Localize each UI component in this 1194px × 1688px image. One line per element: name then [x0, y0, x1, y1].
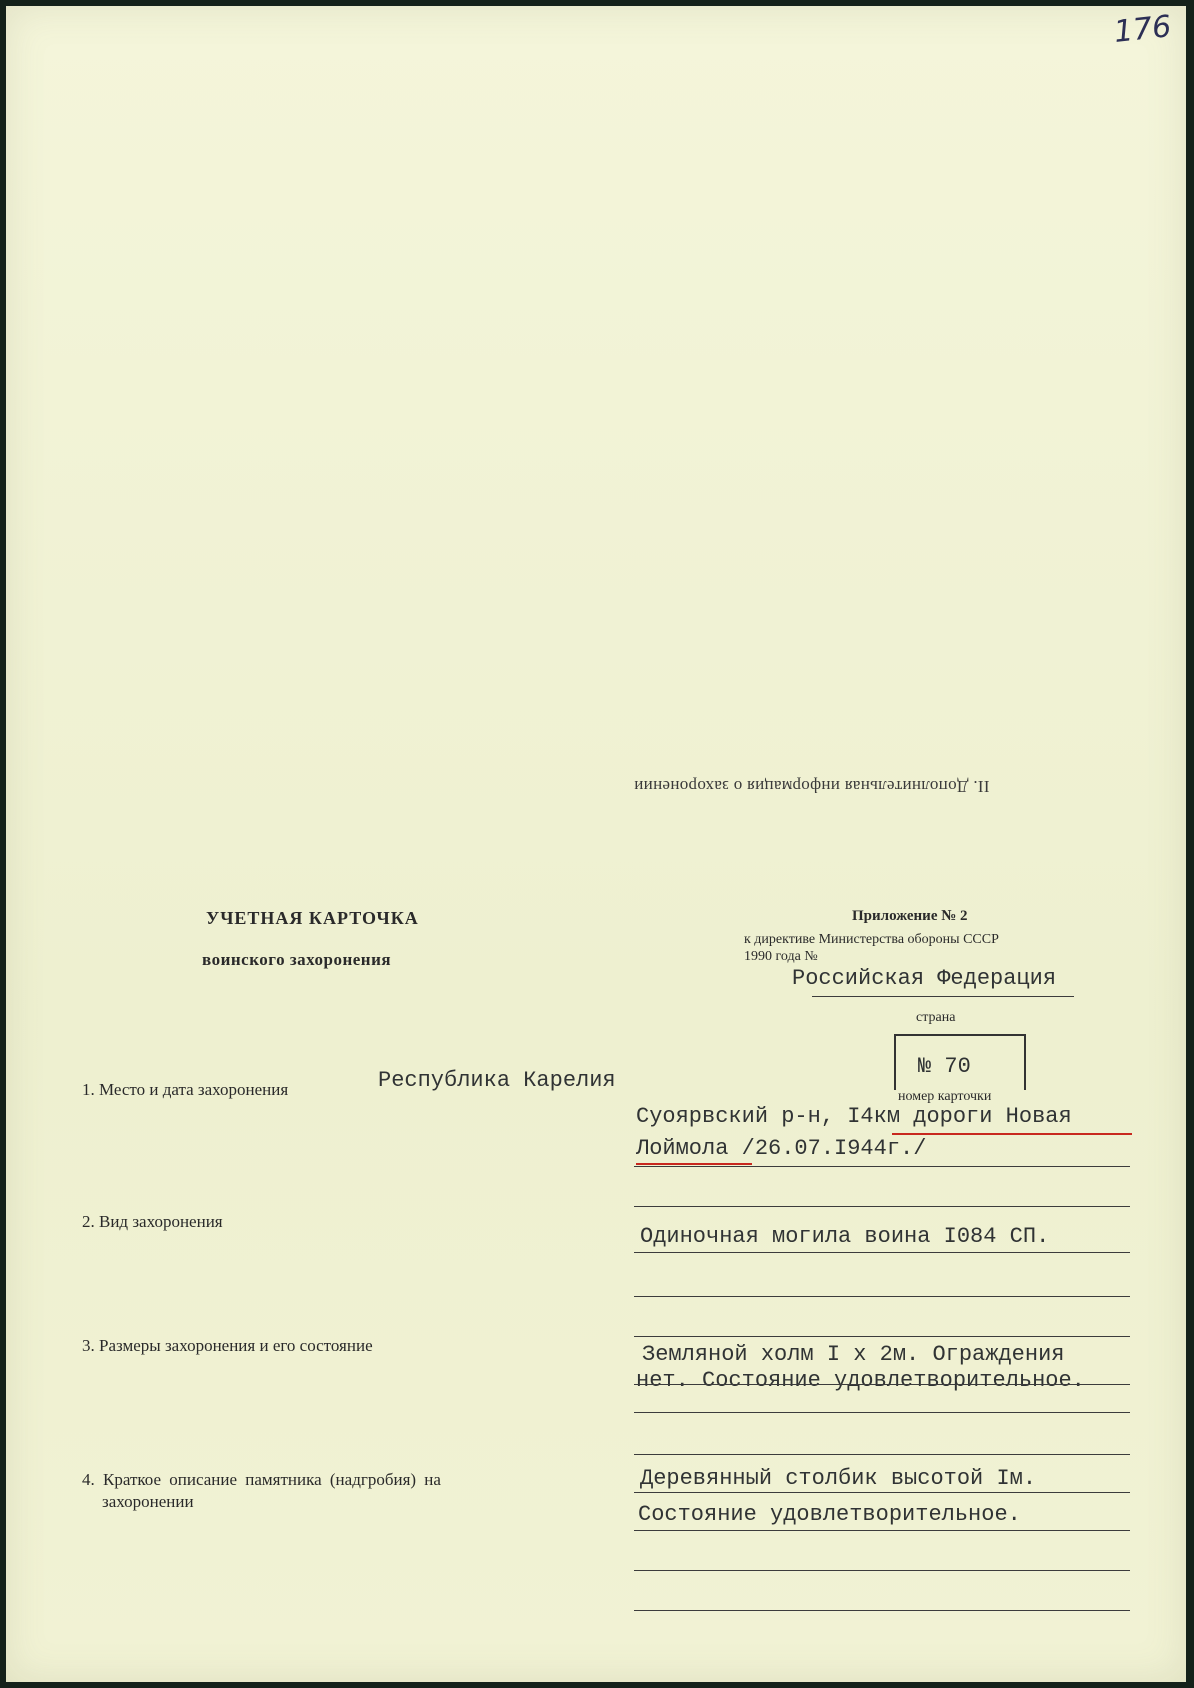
field-1-line-2: Лоймола /26.07.I944г./ [636, 1136, 927, 1161]
red-underline-loimola [636, 1163, 752, 1165]
field-4-label-line-2: захоронении [102, 1492, 194, 1511]
country-caption: страна [916, 1010, 956, 1025]
field-2-rule-2 [634, 1296, 1130, 1297]
field-1-label: 1. Место и дата захоронения [82, 1080, 289, 1099]
field-1-inline-value: Республика Карелия [378, 1068, 616, 1093]
card-title: УЧЕТНАЯ КАРТОЧКА [206, 908, 419, 928]
show-through-heading: II. Дополнительная информация о захоронении [634, 777, 990, 796]
country-value: Российская Федерация [792, 966, 1057, 991]
field-1-rule-1 [634, 1166, 1130, 1167]
appendix-line-2: 1990 года № [744, 949, 818, 964]
appendix-title: Приложение № 2 [852, 908, 968, 924]
field-3-rule-3 [634, 1454, 1130, 1455]
field-4-rule-2 [634, 1530, 1130, 1531]
field-3-rule-0 [634, 1336, 1130, 1337]
field-4-rule-1 [634, 1492, 1130, 1493]
field-3-line-2: нет. Состояние удовлетворительное. [636, 1368, 1085, 1393]
field-3-rule-2 [634, 1412, 1130, 1413]
handwritten-page-number: 176 [1112, 9, 1173, 50]
field-1-rule-2 [634, 1206, 1130, 1207]
card-subtitle: воинского захоронения [202, 950, 392, 969]
field-4-rule-3 [634, 1570, 1130, 1571]
document-page [6, 6, 1186, 1682]
field-3-rule-1 [634, 1384, 1130, 1385]
field-1-line-1: Суоярвский р-н, I4км дороги Новая [636, 1104, 1072, 1129]
field-4-line-2: Состояние удовлетворительное. [638, 1502, 1021, 1527]
field-3-line-1: Земляной холм I x 2м. Ограждения [642, 1342, 1065, 1367]
card-number-value: № 70 [918, 1054, 971, 1079]
field-2-line-1: Одиночная могила воина I084 СП. [640, 1224, 1050, 1249]
red-underline-road [892, 1133, 1132, 1135]
field-2-rule-1 [634, 1252, 1130, 1253]
field-4-rule-4 [634, 1610, 1130, 1611]
field-4-label-line-1: 4. Краткое описание памятника (надгробия) на [82, 1470, 441, 1489]
field-4-line-1: Деревянный столбик высотой Iм. [640, 1466, 1037, 1491]
field-2-label: 2. Вид захоронения [82, 1212, 223, 1231]
appendix-line-1: к директиве Министерства обороны СССР [744, 932, 999, 947]
card-number-caption: номер карточки [898, 1089, 992, 1104]
field-3-label: 3. Размеры захоронения и его состояние [82, 1336, 373, 1355]
country-underline [812, 996, 1074, 997]
